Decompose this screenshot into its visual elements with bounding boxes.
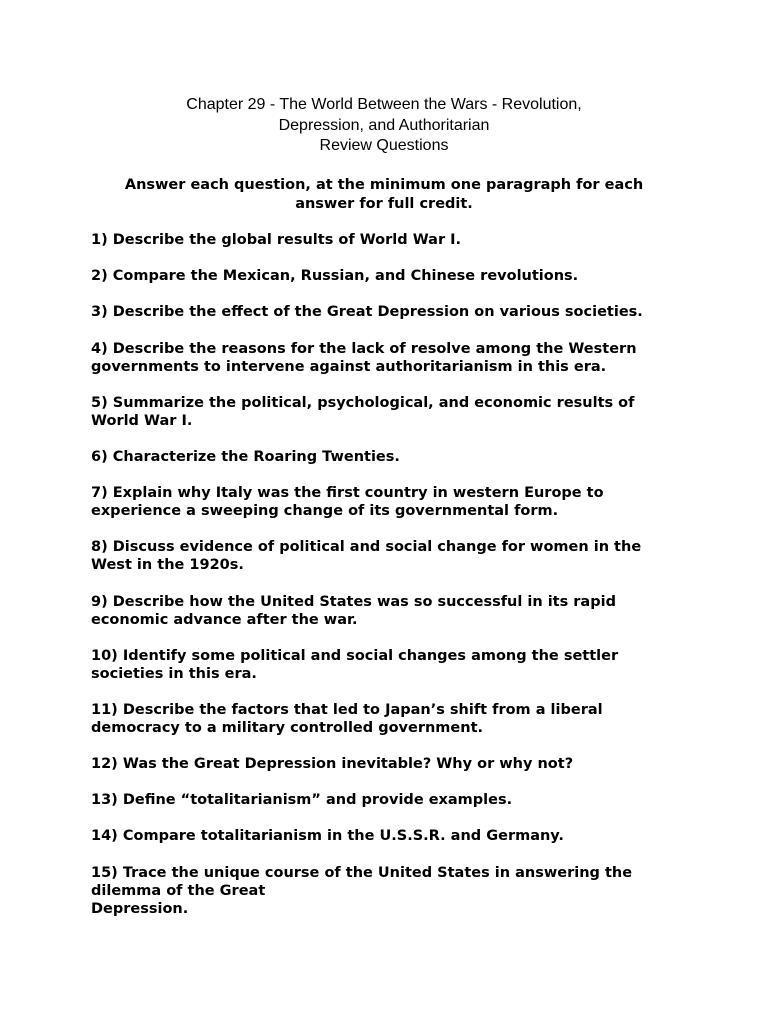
review-question-2-line-1: 2) Compare the Mexican, Russian, and Chinese revolutions. [91,268,579,285]
review-question-15-line-2: dilemma of the Great [91,882,266,899]
review-question-1 [91,231,686,249]
instructions-line-1: Answer each question, at the minimum one paragraph for each [124,177,644,193]
review-question-11-line-1: 11) Describe the factors that led to Japan’s shift from a liberal [91,701,603,718]
review-question-5 [91,394,686,430]
review-question-8-line-2: West in the 1920s. [91,557,244,574]
review-question-5-line-1: 5) Summarize the political, psychological, and economic results of [91,394,635,411]
review-question-15-line-3: Depression. [91,900,189,917]
review-question-3-line-1: 3) Describe the effect of the Great Depression on various societies. [91,304,643,321]
review-question-8-line-1: 8) Discuss evidence of political and social change for women in the [91,539,642,556]
title-line-3: Review Questions [319,137,449,154]
review-question-7 [91,484,686,520]
review-question-13 [91,791,686,809]
review-question-3 [91,303,686,321]
review-question-4-line-1: 4) Describe the reasons for the lack of resolve among the Western [91,340,637,357]
review-question-14 [91,827,686,845]
review-question-13-line-1: 13) Define “totalitarianism” and provide examples. [91,792,513,809]
instructions [100,176,668,213]
review-question-11-line-2: democracy to a military controlled government. [91,719,484,736]
review-question-15 [91,864,686,918]
review-question-6 [91,448,686,466]
review-question-7-line-2: experience a sweeping change of its governmental form. [91,503,559,520]
review-question-10-line-1: 10) Identify some political and social changes among the settler [91,647,619,664]
title-line-1: Chapter 29 - The World Between the Wars - Revolution, [186,96,582,113]
review-question-9-line-2: economic advance after the war. [91,611,358,628]
review-question-1-line-1: 1) Describe the global results of World War I. [91,232,462,248]
title-line-2: Depression, and Authoritarian [278,116,490,134]
review-question-4-line-2: governments to intervene against authoritarianism in this era. [91,358,607,375]
review-question-9 [91,593,686,629]
review-question-7-line-1: 7) Explain why Italy was the first country in western Europe to [91,485,604,502]
review-question-2 [91,267,686,285]
review-question-9-line-1: 9) Describe how the United States was so successful in its rapid [91,593,616,610]
review-question-5-line-2: World War I. [91,412,193,429]
instructions-line-2: answer for full credit. [295,195,473,212]
review-question-10 [91,647,686,683]
review-question-4 [91,340,686,376]
review-question-12 [91,755,686,773]
review-question-8 [91,538,686,574]
review-question-12-line-1: 12) Was the Great Depression inevitable? Why or why not? [91,756,574,773]
question-list [91,231,686,936]
review-question-14-line-1: 14) Compare totalitarianism in the U.S.S.R. and Germany. [91,828,564,845]
review-question-6-line-1: 6) Characterize the Roaring Twenties. [91,448,400,465]
review-question-15-line-1: 15) Trace the unique course of the United States in answering the [91,864,633,881]
review-question-10-line-2: societies in this era. [91,665,257,682]
document-title [90,95,678,157]
review-question-11 [91,701,686,737]
